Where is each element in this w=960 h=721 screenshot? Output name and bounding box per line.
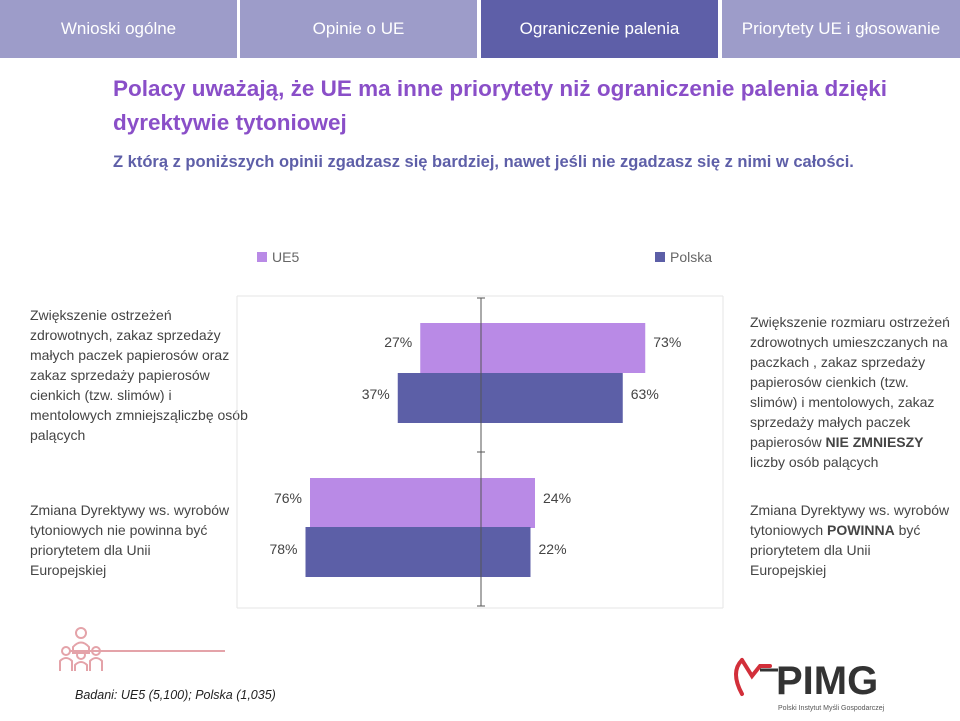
bar-ue5-q2-right bbox=[481, 478, 535, 528]
people-group-icon bbox=[56, 625, 106, 673]
bar-ue5-q1-left bbox=[420, 323, 481, 373]
pimg-logo-mark bbox=[690, 630, 950, 716]
tab-ograniczenie-palenia[interactable]: Ograniczenie palenia bbox=[481, 0, 718, 58]
data-label-polska-q1-left: 37% bbox=[361, 386, 390, 402]
tab-wnioski-ogolne[interactable]: Wnioski ogólne bbox=[0, 0, 237, 58]
bar-ue5-q1-right bbox=[481, 323, 645, 373]
bar-ue5-q2-left bbox=[310, 478, 481, 528]
bar-polska-q2-right bbox=[481, 527, 531, 577]
divider-line bbox=[70, 650, 225, 652]
left-label-q2: Zmiana Dyrektywy ws. wyrobów tytoniowych nie powinna być priorytetem dla Unii Europejskiej bbox=[30, 502, 230, 578]
data-label-ue5-q1-right: 73% bbox=[653, 334, 682, 350]
logo-text: PIMG bbox=[776, 659, 879, 703]
sample-footnote: Badani: UE5 (5,100); Polska (1,035) bbox=[75, 688, 276, 702]
data-label-polska-q2-right: 22% bbox=[538, 541, 567, 557]
pimg-logo bbox=[690, 630, 950, 716]
data-label-polska-q2-left: 78% bbox=[269, 541, 298, 557]
right-label-q1: Zwiększenie rozmiaru ostrzeżeń zdrowotnych umieszczanych na paczkach , zakaz sprzedaży papierosów cienkich (tzw. slimów) i mentolowych, zakaz sprzedaży małych paczek papierosów NIE ZMNIESZY liczby osób palących bbox=[750, 314, 950, 470]
left-label-q1: Zwiększenie ostrzeżeń zdrowotnych, zakaz sprzedaży małych paczek papierosów oraz zakaz sprzedaży papierosów cienkich (tzw. slimów) i mentolowych zmniejsząliczbę osób palących bbox=[30, 307, 248, 443]
right-label-q2: Zmiana Dyrektywy ws. wyrobów tytoniowych POWINNA być priorytetem dla Unii Europejskiej bbox=[750, 502, 950, 578]
page-subtitle: Z którą z poniższych opinii zgadzasz się bardziej, nawet jeśli nie zgadzasz się z nimi w całości. bbox=[113, 153, 854, 171]
tab-opinie-o-ue[interactable]: Opinie o UE bbox=[240, 0, 477, 58]
page-title: Polacy uważają, że UE ma inne priorytety niż ograniczenie palenia dzięki dyrektywie tytoniowej bbox=[113, 76, 887, 135]
data-label-ue5-q2-right: 24% bbox=[543, 490, 572, 506]
bar-polska-q2-left bbox=[306, 527, 482, 577]
data-label-ue5-q1-left: 27% bbox=[384, 334, 413, 350]
bar-polska-q1-left bbox=[398, 373, 481, 423]
tab-priorytety-ue[interactable]: Priorytety UE i głosowanie bbox=[722, 0, 960, 58]
logo-tagline: Polski Instytut Myśli Gospodarczej bbox=[778, 705, 885, 712]
legend-label-ue5: UE5 bbox=[272, 249, 300, 265]
data-label-polska-q1-right: 63% bbox=[630, 386, 659, 402]
legend-label-polska: Polska bbox=[670, 249, 713, 265]
bar-polska-q1-right bbox=[481, 373, 623, 423]
data-label-ue5-q2-left: 76% bbox=[273, 490, 302, 506]
